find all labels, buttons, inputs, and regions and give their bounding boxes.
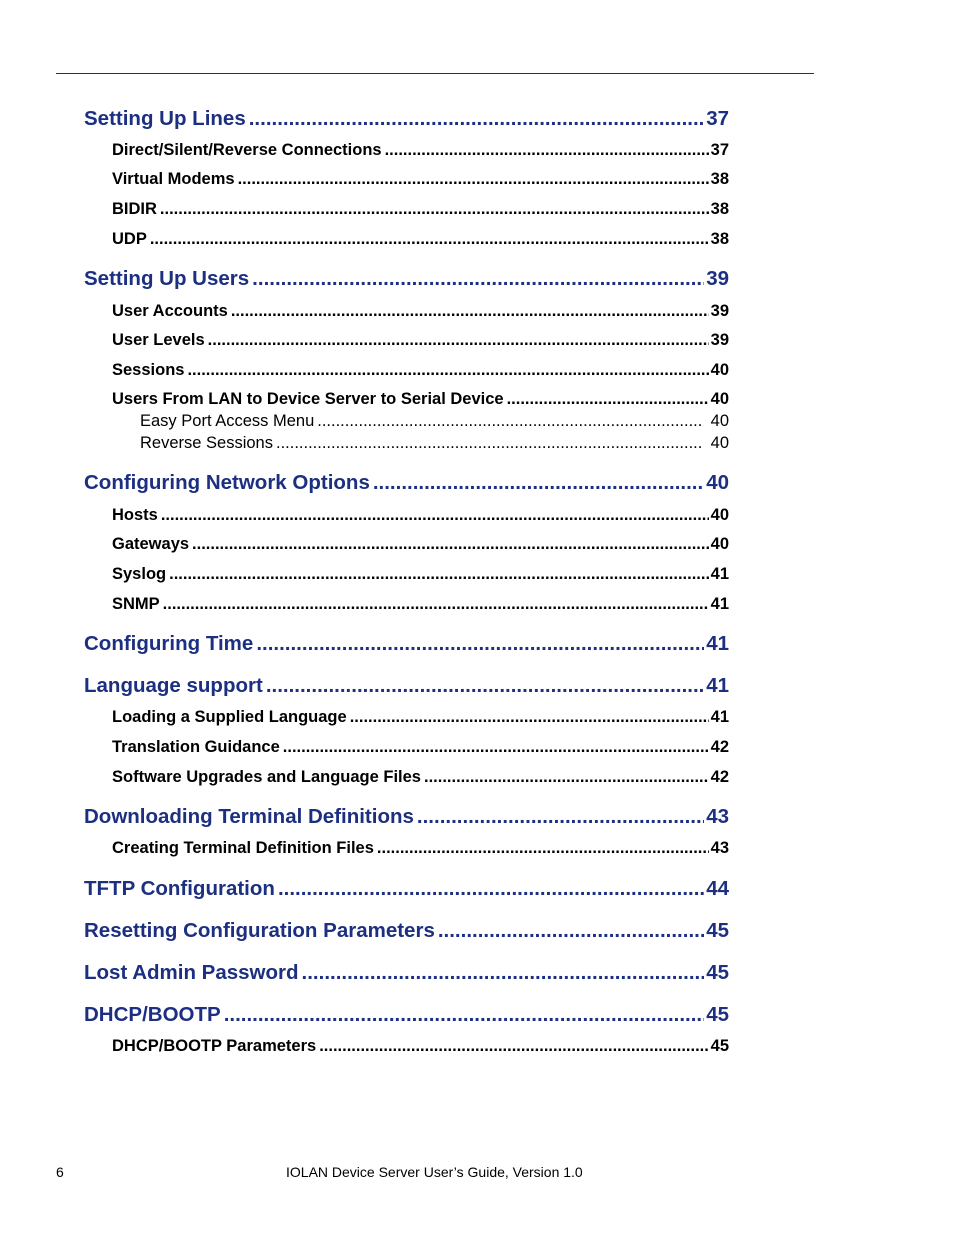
toc-entry-label: Setting Up Users	[84, 267, 250, 290]
toc-dot-leader	[278, 877, 704, 901]
footer-title: IOLAN Device Server User’s Guide, Version 1.0	[286, 1164, 583, 1180]
toc-subsection-entry[interactable]	[112, 1037, 729, 1056]
toc-entry-page-number: 38	[710, 170, 729, 188]
toc-dot-leader	[302, 961, 705, 985]
toc-dot-leader	[385, 141, 709, 160]
toc-entry-label: DHCP/BOOTP	[84, 1003, 221, 1026]
toc-dot-leader	[161, 506, 709, 525]
toc-dot-leader	[187, 361, 708, 380]
toc-entry-label: Configuring Time	[84, 632, 254, 655]
toc-dot-leader	[208, 331, 709, 350]
toc-dot-leader	[417, 805, 704, 829]
toc-section-entry[interactable]	[84, 1003, 729, 1027]
toc-subsection-entry[interactable]	[112, 170, 729, 189]
toc-entry-label: Gateways	[112, 535, 190, 553]
toc-subsection-entry[interactable]	[112, 535, 729, 554]
toc-entry-page-number: 39	[710, 331, 729, 349]
toc-subsection-entry[interactable]	[112, 839, 729, 858]
toc-subsection-entry[interactable]	[140, 434, 729, 453]
toc-entry-page-number: 40	[710, 535, 729, 553]
toc-entry-label: Sessions	[112, 361, 185, 379]
toc-section-entry[interactable]	[84, 919, 729, 943]
toc-dot-leader	[256, 632, 704, 656]
toc-dot-leader	[377, 839, 709, 858]
toc-entry-page-number: 45	[706, 961, 729, 984]
toc-dot-leader	[319, 1037, 708, 1056]
toc-entry-page-number: 42	[710, 768, 729, 786]
toc-dot-leader	[249, 107, 704, 131]
toc-entry-label: Loading a Supplied Language	[112, 708, 347, 726]
toc-entry-label: Resetting Configuration Parameters	[84, 919, 435, 942]
toc-dot-leader	[163, 595, 709, 614]
footer-page-number: 6	[56, 1164, 64, 1180]
toc-entry-label: User Accounts	[112, 302, 228, 320]
toc-entry-page-number: 39	[710, 302, 729, 320]
toc-entry-label: Easy Port Access Menu	[140, 412, 315, 430]
toc-entry-page-number: 43	[706, 805, 729, 828]
toc-section-entry[interactable]	[84, 674, 729, 698]
toc-entry-page-number: 37	[706, 107, 729, 130]
toc-dot-leader	[192, 535, 709, 554]
toc-entry-label: Translation Guidance	[112, 738, 280, 756]
toc-entry-page-number: 41	[706, 632, 729, 655]
toc-entry-page-number: 40	[710, 361, 729, 379]
toc-entry-label: TFTP Configuration	[84, 877, 275, 900]
toc-subsection-entry[interactable]	[112, 200, 729, 219]
toc-entry-page-number: 40	[710, 506, 729, 524]
toc-dot-leader	[350, 708, 709, 727]
toc-entry-label: Configuring Network Options	[84, 471, 370, 494]
toc-entry-label: Downloading Terminal Definitions	[84, 805, 414, 828]
toc-section-entry[interactable]	[84, 107, 729, 131]
toc-dot-leader	[507, 390, 709, 409]
toc-entry-page-number: 43	[710, 839, 729, 857]
toc-subsection-entry[interactable]	[112, 390, 729, 409]
toc-subsection-entry[interactable]	[112, 738, 729, 757]
toc-subsection-entry[interactable]	[140, 412, 729, 431]
toc-subsection-entry[interactable]	[112, 331, 729, 350]
toc-section-entry[interactable]	[84, 267, 729, 291]
toc-dot-leader	[150, 230, 709, 249]
toc-entry-label: Reverse Sessions	[140, 434, 273, 452]
toc-entry-page-number: 41	[710, 708, 729, 726]
toc-entry-label: BIDIR	[112, 200, 157, 218]
toc-entry-page-number: 44	[706, 877, 729, 900]
toc-entry-page-number: 37	[710, 141, 729, 159]
toc-subsection-entry[interactable]	[112, 708, 729, 727]
toc-entry-label: Virtual Modems	[112, 170, 235, 188]
toc-entry-page-number: 40	[710, 412, 729, 430]
toc-dot-leader	[283, 738, 709, 757]
toc-dot-leader	[231, 302, 709, 321]
toc-entry-label: Users From LAN to Device Server to Serial Device	[112, 390, 504, 408]
toc-dot-leader	[238, 170, 709, 189]
toc-section-entry[interactable]	[84, 877, 729, 901]
toc-entry-page-number: 45	[710, 1037, 729, 1055]
toc-entry-page-number: 41	[706, 674, 729, 697]
toc-entry-page-number: 42	[710, 738, 729, 756]
toc-dot-leader	[317, 412, 702, 431]
toc-entry-label: Syslog	[112, 565, 167, 583]
toc-dot-leader	[438, 919, 704, 943]
toc-section-entry[interactable]	[84, 632, 729, 656]
toc-entry-label: Creating Terminal Definition Files	[112, 839, 374, 857]
toc-subsection-entry[interactable]	[112, 768, 729, 787]
toc-dot-leader	[373, 471, 704, 495]
toc-entry-page-number: 40	[710, 390, 729, 408]
toc-section-entry[interactable]	[84, 961, 729, 985]
toc-subsection-entry[interactable]	[112, 141, 729, 160]
toc-subsection-entry[interactable]	[112, 302, 729, 321]
toc-entry-label: Lost Admin Password	[84, 961, 299, 984]
toc-entry-label: SNMP	[112, 595, 160, 613]
toc-entry-page-number: 38	[710, 200, 729, 218]
toc-dot-leader	[224, 1003, 705, 1027]
toc-dot-leader	[169, 565, 709, 584]
toc-dot-leader	[160, 200, 709, 219]
toc-entry-page-number: 38	[710, 230, 729, 248]
toc-subsection-entry[interactable]	[112, 565, 729, 584]
toc-entry-label: DHCP/BOOTP Parameters	[112, 1037, 317, 1055]
toc-subsection-entry[interactable]	[112, 230, 729, 249]
toc-dot-leader	[424, 768, 709, 787]
toc-subsection-entry[interactable]	[112, 506, 729, 525]
toc-dot-leader	[252, 267, 704, 291]
toc-dot-leader	[276, 434, 703, 453]
toc-entry-page-number: 41	[710, 565, 729, 583]
toc-entry-page-number: 45	[706, 1003, 729, 1026]
toc-entry-page-number: 40	[706, 471, 729, 494]
toc-entry-page-number: 45	[706, 919, 729, 942]
toc-entry-label: Software Upgrades and Language Files	[112, 768, 421, 786]
toc-entry-page-number: 41	[710, 595, 729, 613]
toc-entry-label: Hosts	[112, 506, 158, 524]
toc-subsection-entry[interactable]	[112, 361, 729, 380]
toc-entry-label: User Levels	[112, 331, 205, 349]
toc-section-entry[interactable]	[84, 805, 729, 829]
toc-entry-label: Direct/Silent/Reverse Connections	[112, 141, 382, 159]
toc-subsection-entry[interactable]	[112, 595, 729, 614]
toc-dot-leader	[266, 674, 704, 698]
toc-entry-page-number: 40	[710, 434, 729, 452]
toc-entry-label: Language support	[84, 674, 263, 697]
toc-entry-label: Setting Up Lines	[84, 107, 246, 130]
toc-entry-page-number: 39	[706, 267, 729, 290]
toc-entry-label: UDP	[112, 230, 147, 248]
toc-section-entry[interactable]	[84, 471, 729, 495]
